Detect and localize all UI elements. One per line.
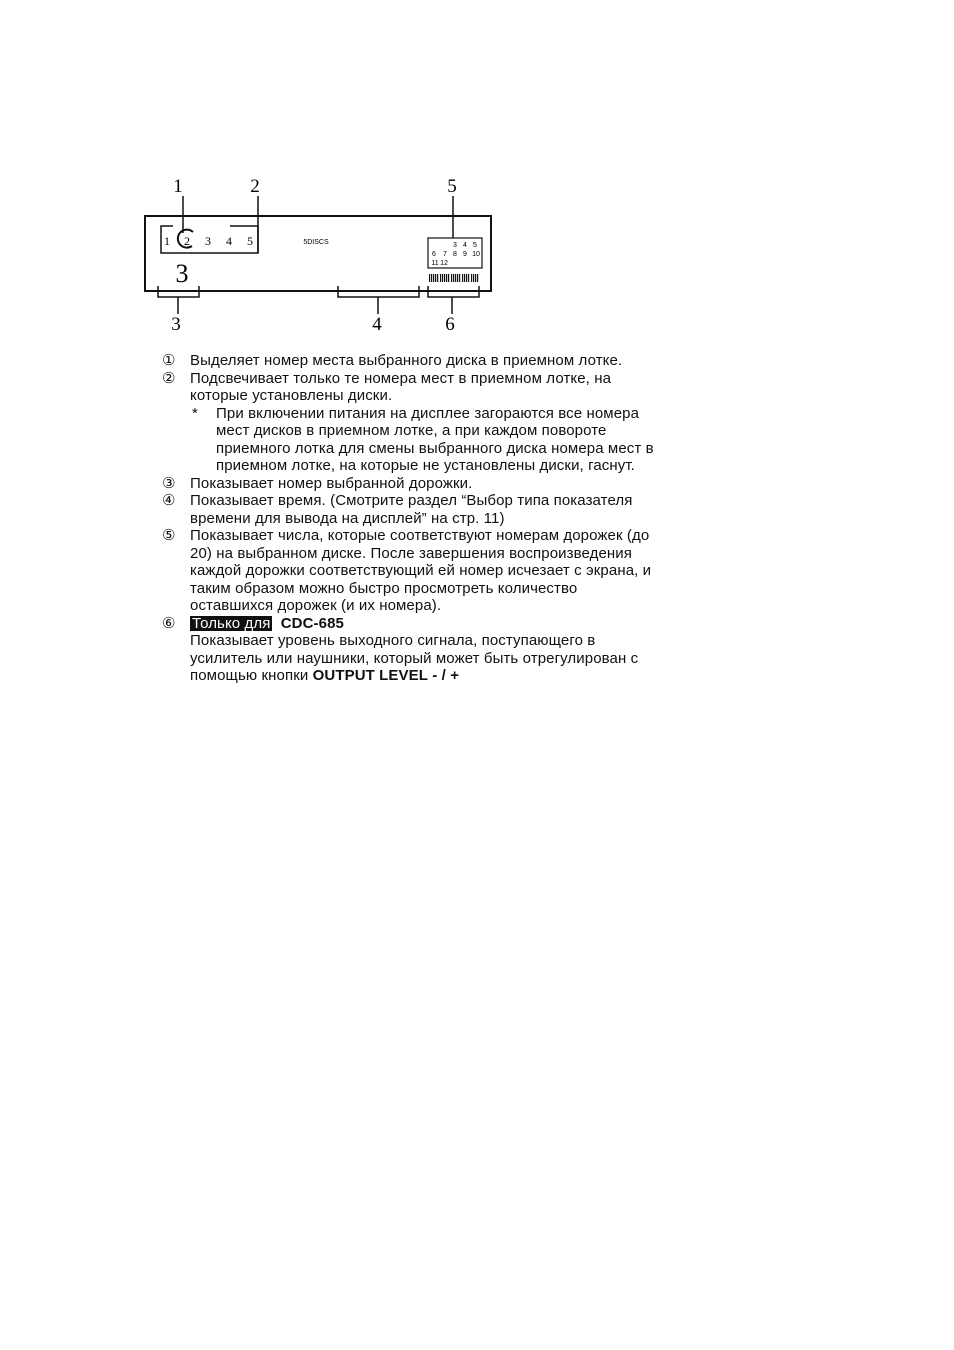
item-text: Показывает время. (Смотрите раздел “Выбор типа показателя времени для вывода на дисплей” на стр. 11) [190,492,633,527]
footnote-text: При включении питания на дисплее загораются все номера мест дисков в приемном лотке, а при каждом повороте приемного лотка для смены выбранного диска номера мест в приемном лотке, на которые не установлены диски, гаснут. [216,404,654,474]
disc-number-1: 1 [164,234,170,248]
item-marker: ⑤ [162,526,176,544]
display-panel-diagram [0,0,954,345]
track-number: 3 [175,259,189,288]
disc-number-3: 3 [205,234,211,248]
disc-number-5: 5 [247,234,253,248]
item-marker: ⑥ [162,613,176,632]
track-grid-3: 3 [453,242,457,249]
item-marker: ③ [162,473,176,492]
callout-3: 3 [171,314,181,335]
list-item [160,352,660,370]
track-grid-10: 10 [472,251,480,258]
footnote [190,405,660,475]
item-text: Показывает уровень выходного сигнала, поступающего в усилитель или наушники, который может быть отрегулирован с помощью кнопки [190,632,639,684]
callout-6: 6 [445,314,455,335]
track-grid-6: 6 [432,251,436,258]
disc-number-2: 2 [184,234,190,248]
list-item [160,615,660,685]
item-text: Выделяет номер места выбранного диска в приемном лотке. [190,352,623,369]
footnote-mark: * [192,404,198,422]
track-grid-8: 8 [453,251,457,258]
only-for-badge: Только для [192,614,271,632]
item-marker: ④ [162,491,176,509]
callout-1: 1 [173,176,183,197]
callout-4: 4 [372,314,382,335]
track-grid-5: 5 [473,242,477,249]
output-level-button-label: OUTPUT LEVEL [312,667,429,684]
output-level-suffix: - / + [432,667,460,684]
description-list [160,352,660,685]
track-grid-4: 4 [463,242,467,249]
list-item [160,475,660,493]
model-heading [190,615,660,633]
track-grid-9: 9 [463,251,467,258]
model-name: CDC-685 [280,614,344,632]
track-grid-7: 7 [443,251,447,258]
track-grid-12: 12 [440,260,448,267]
list-item [160,370,660,475]
output-level-meter [429,274,478,282]
callout-2: 2 [250,176,260,197]
list-item [160,492,660,527]
item-marker: ① [162,351,176,369]
item-text: Показывает числа, которые соответствуют номерам дорожек (до 20) на выбранном диске. После завершения воспроизведения каждой дорожки соответствующий ей номер исчезает с экрана, и таким образом можно быстро просмотреть количество оставшихся дорожек (и их номера). [190,527,652,614]
item-marker: ② [162,368,176,387]
item-text: Показывает номер выбранной дорожки. [190,474,473,492]
item-text: Подсвечивает только те номера мест в приемном лотке, на которые установлены диски. [190,369,612,404]
callout-5: 5 [447,176,457,197]
track-grid-11: 11 [431,260,439,267]
disc-number-4: 4 [226,234,232,248]
list-item [160,527,660,615]
discs-label: 5DISCS [303,239,329,246]
